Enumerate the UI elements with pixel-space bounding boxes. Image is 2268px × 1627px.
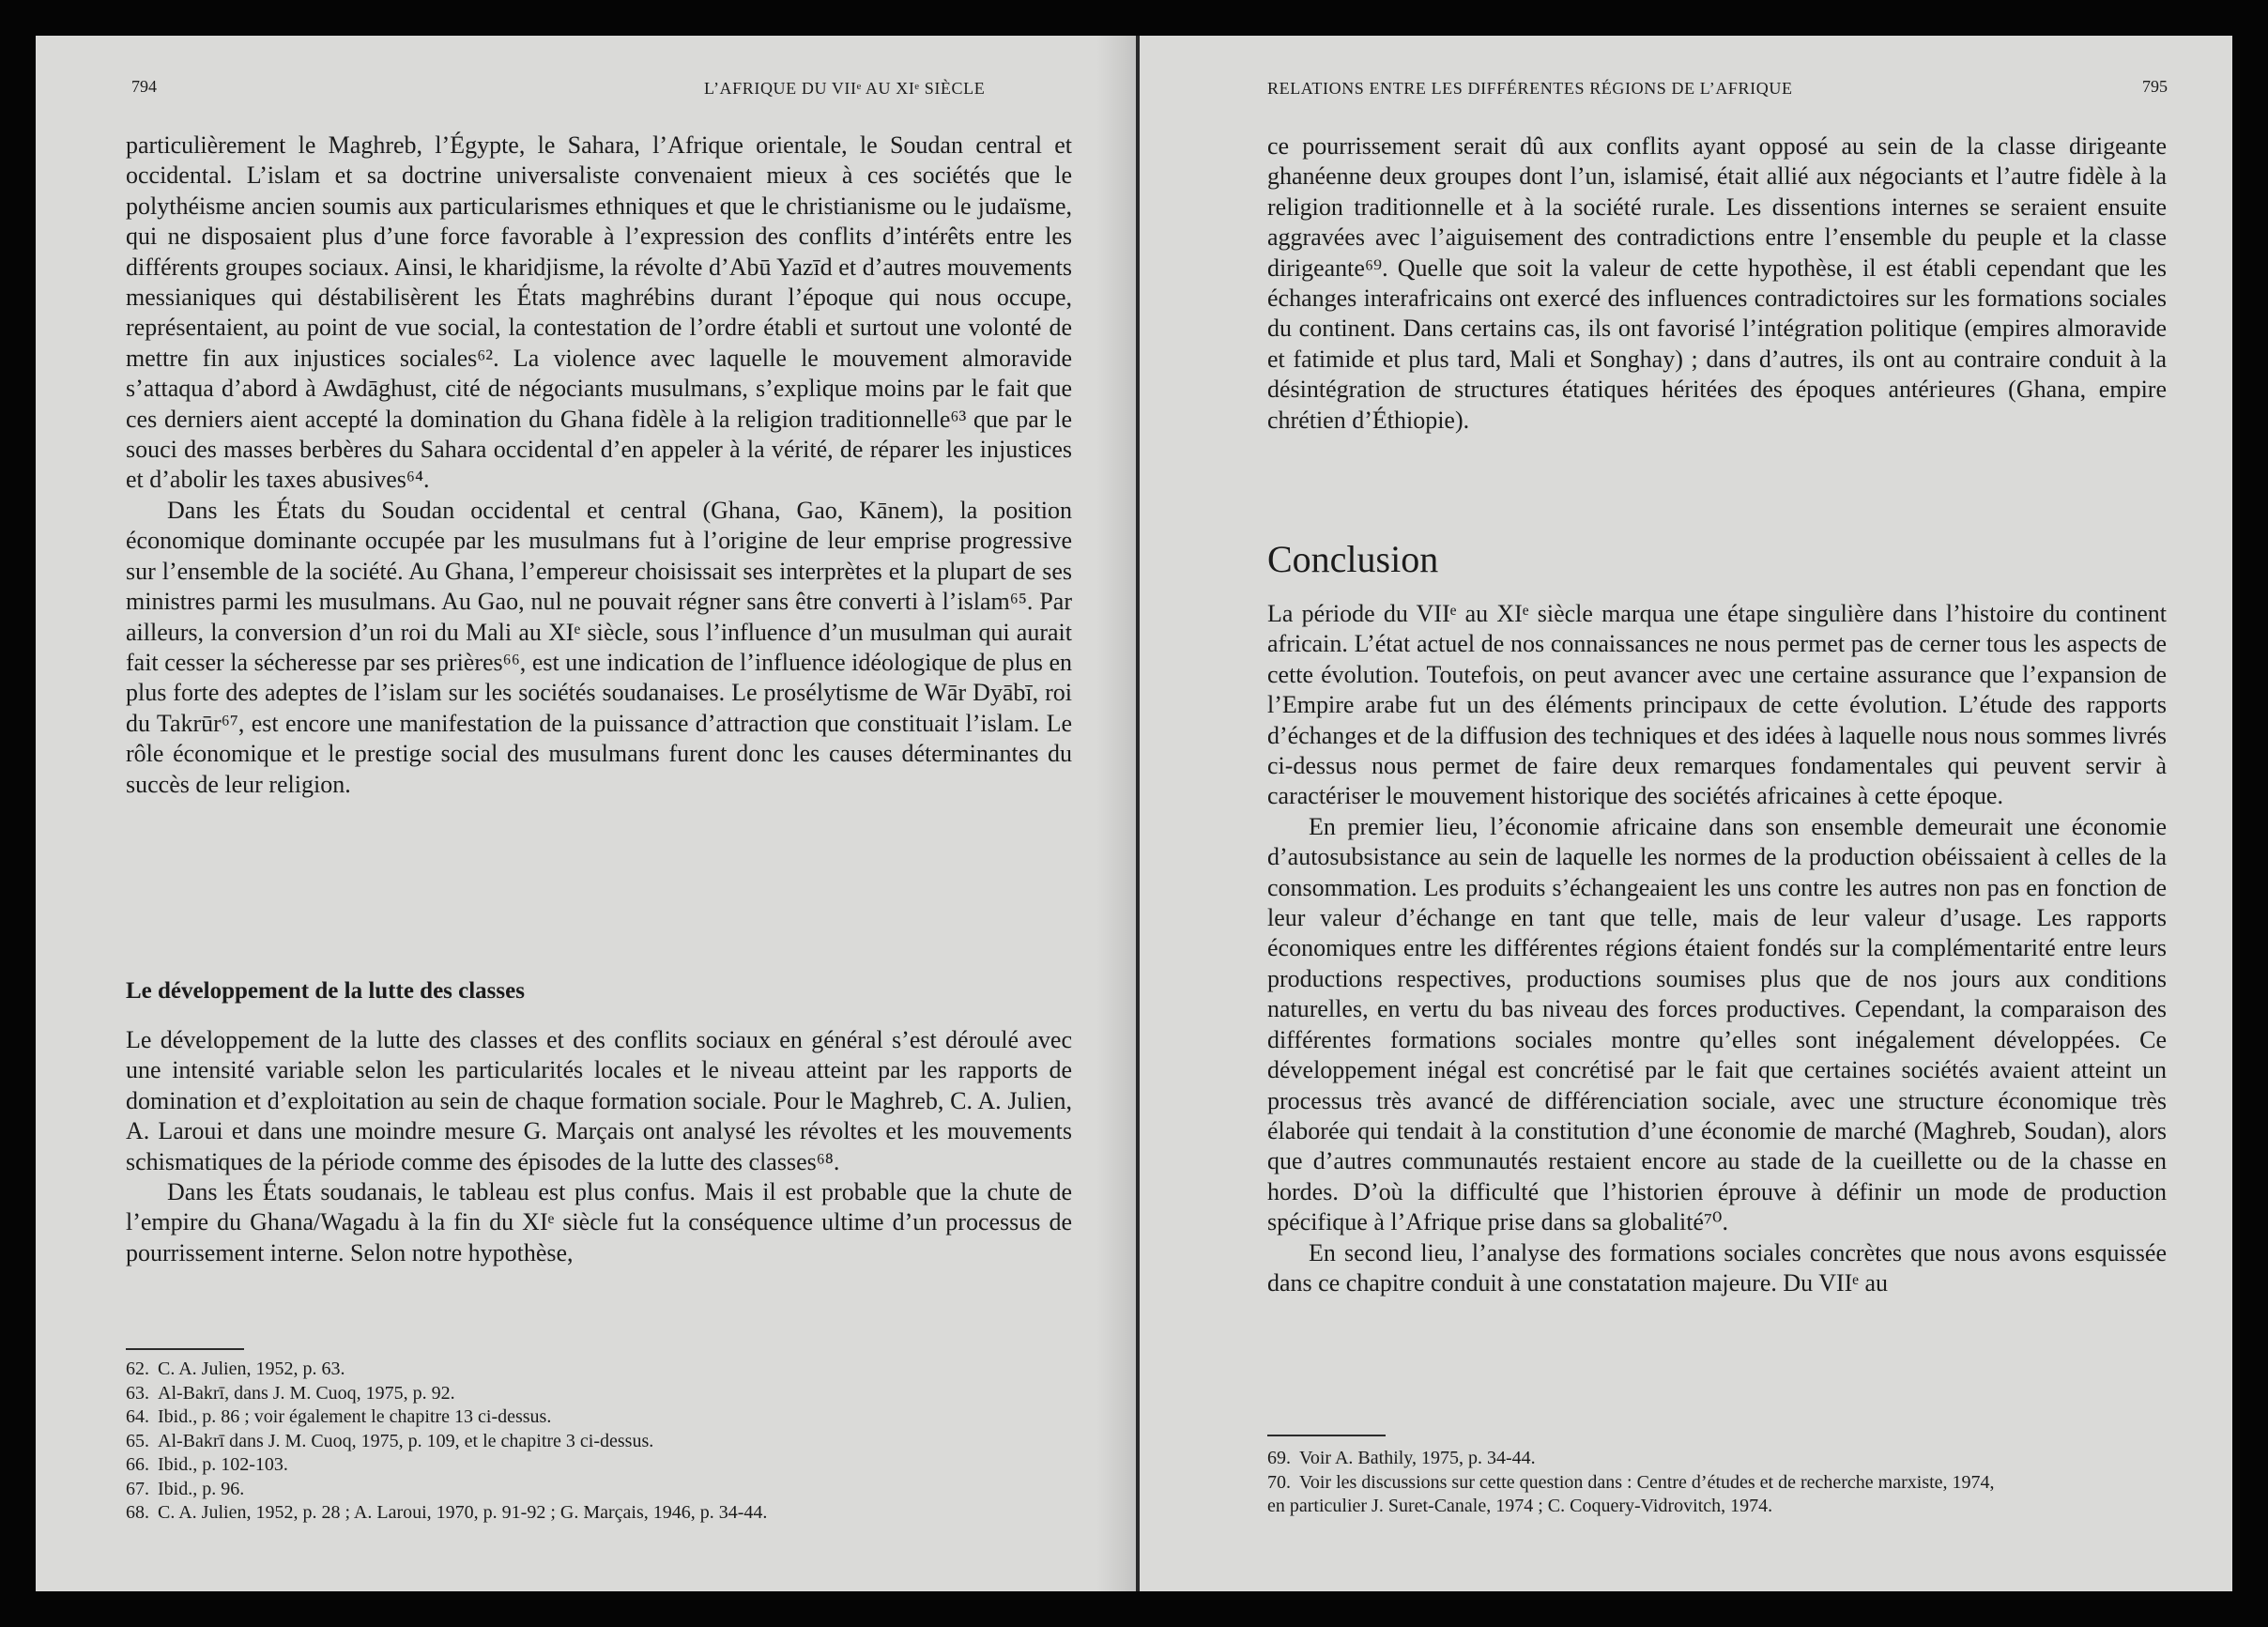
footnote-62: 62. C. A. Julien, 1952, p. 63. [126, 1358, 345, 1379]
running-head-right: RELATIONS ENTRE LES DIFFÉRENTES RÉGIONS DE L’AFRIQUE [1267, 79, 1793, 98]
section-heading-conclusion: Conclusion [1267, 538, 1439, 580]
left-paragraph-1: particulièrement le Maghreb, l’Égypte, le Sahara, l’Afrique orientale, le Soudan central et occidental. L’islam et sa doctrine universaliste convenaient mieux à ces sociétés que le polythéisme ancien soumis aux particularismes ethniques et que le christianisme ou le judaïsme, qui ne disposaient plus d’une force favorable à l’expression des conflits d’intérêts entre les différents groupes sociaux. Ainsi, le kharidjisme, la révolte d’Abū Yazīd et d’autres mouvements messianiques qui déstabilisèrent les États maghrébins durant l’époque qui nous occupe, représentaient, au point de vue social, la contestation de l’ordre établi et surtout une volonté de mettre fin aux injustices sociales⁶². La violence avec laquelle le mouvement almoravide s’attaqua d’abord à Awdāghust, cité de négociants musulmans, s’explique moins par le fait que ces derniers aient accepté la domination du Ghana fidèle à la religion traditionnelle⁶³ que par le souci des masses berbères du Sahara occidental d’en appeler à la vérité, de réparer les injustices et d’abolir les taxes abusives⁶⁴. [126, 131, 1072, 494]
right-paragraph-1: ce pourrissement serait dû aux conflits ayant opposé au sein de la classe dirigeante ghanéenne deux groupes dont l’un, islamisé, était allié aux négociants et l’autre fidèle à la religion traditionnelle et à la société rurale. Les dissentions internes se seraient ensuite aggravées avec l’aiguisement des contradictions entre l’ensemble du peuple et la classe dirigeante⁶⁹. Quelle que soit la valeur de cette hypothèse, il est établi cependant que les échanges interafricains ont exercé des influences contradictoires sur les formations sociales du continent. Dans certains cas, ils ont favorisé l’intégration politique (empires almoravide et fatimide et plus tard, Mali et Songhay) ; dans d’autres, ils ont au contraire conduit à la désintégration de structures étatiques héritées des époques antérieures (Ghana, empire chrétien d’Éthiopie). [1267, 132, 2167, 434]
left-section-text [126, 1025, 1072, 1268]
left-section-paragraph-1: Le développement de la lutte des classes et des conflits sociaux en général s’est déroulé avec une intensité variable selon les particularités locales et le niveau atteint par les rapports de domination et d’exploitation au sein de chaque formation sociale. Pour le Maghreb, C. A. Julien, A. Laroui et dans une moindre mesure G. Marçais ont analysé les révoltes et les mouvements schismatiques de la période comme des épisodes de la lutte des classes⁶⁸. [126, 1026, 1072, 1175]
left-page [36, 36, 1136, 1591]
footnote-68: 68. C. A. Julien, 1952, p. 28 ; A. Laroui, 1970, p. 91-92 ; G. Marçais, 1946, p. 34-44. [126, 1502, 768, 1523]
footnote-70: 70. Voir les discussions sur cette question dans : Centre d’études et de recherche marxiste, 1974, [1267, 1471, 1995, 1493]
page-number-right: 795 [2142, 77, 2168, 96]
footnote-63: 63. Al-Bakrī, dans J. M. Cuoq, 1975, p. 92. [126, 1382, 455, 1404]
conclusion-paragraph-2: En premier lieu, l’économie africaine dans son ensemble demeurait une économie d’autosubsistance au sein de laquelle les normes de la production obéissaient à celles de la consommation. Les produits s’échangeaient les uns contre les autres non pas en fonction de leur valeur d’échange en tant que telle, mais de leur valeur d’usage. Les rapports économiques entre les différentes régions étaient fondés sur la complémentarité entre leurs productions respectives, productions soumises plus que de nos jours aux conditions naturelles, en vertu du bas niveau des forces productives. Cependant, la comparaison des différentes formations sociales montre qu’elles sont inégalement développées. Ce développement inégal est concrétisé par le fait que certaines sociétés avaient atteint un processus très avancé de différenciation sociale, avec une structure économique très élaborée qui tendait à la constitution d’une économie de marché (Maghreb, Soudan), alors que d’autres communautés restaient encore au stade de la cueillette ou de la chasse en hordes. D’où la difficulté que l’historien éprouve à définir un mode de production spécifique à l’Afrique prise dans sa globalité⁷⁰. [1267, 812, 2167, 1236]
conclusion-paragraph-1: La période du VIIᵉ au XIᵉ siècle marqua une étape singulière dans l’histoire du continent africain. L’état actuel de nos connaissances ne nous permet pas de cerner tous les aspects de cette évolution. Toutefois, on peut avancer avec une certaine assurance que l’expansion de l’Empire arabe fut un des éléments principaux de cette évolution. L’étude des rapports d’échanges et de la diffusion des techniques et des idées à laquelle nous nous sommes livrés ci-dessus nous permet de faire deux remarques fondamentales qui peuvent servir à caractériser le mouvement historique des sociétés africaines à cette époque. [1267, 600, 2167, 810]
left-paragraph-2: Dans les États du Soudan occidental et central (Ghana, Gao, Kānem), la position économique dominante occupée par les musulmans fut à l’origine de leur emprise progressive sur l’ensemble de la société. Au Ghana, l’empereur choisissait ses interprètes et la plupart de ses ministres parmi les musulmans. Au Gao, nul ne pouvait régner sans être converti à l’islam⁶⁵. Par ailleurs, la conversion d’un roi du Mali au XIᵉ siècle, sous l’influence d’un musulman qui aurait fait cesser la sécheresse par ses prières⁶⁶, est une indication de l’influence idéologique de plus en plus forte des adeptes de l’islam sur les sociétés soudanaises. Le prosélytisme de Wār Dyābī, roi du Takrūr⁶⁷, est encore une manifestation de la puissance d’attraction que constituait l’islam. Le rôle économique et le prestige social des musulmans furent donc les causes déterminantes du succès de leur religion. [126, 496, 1072, 798]
footnotes-right [1267, 1447, 2168, 1519]
gutter-shadow-left [1096, 36, 1136, 1591]
right-body-text [1267, 131, 2167, 436]
running-head-left: L’AFRIQUE DU VIIᵉ AU XIᵉ SIÈCLE [704, 79, 986, 98]
footnote-rule-left [126, 1348, 244, 1350]
right-page [1140, 36, 2232, 1591]
footnotes-left [126, 1358, 1074, 1526]
left-section-paragraph-2: Dans les États soudanais, le tableau est plus confus. Mais il est probable que la chute de l’empire du Ghana/Wagadu à la fin du XIᵉ siècle fut la conséquence ultime d’un processus de pourrissement interne. Selon notre hypothèse, [126, 1178, 1072, 1266]
book-spread [36, 36, 2232, 1591]
footnote-66: 66. Ibid., p. 102-103. [126, 1454, 288, 1475]
footnote-69: 69. Voir A. Bathily, 1975, p. 34-44. [1267, 1448, 1536, 1468]
footnote-67: 67. Ibid., p. 96. [126, 1478, 245, 1499]
left-body-text [126, 130, 1072, 800]
footnote-64: 64. Ibid., p. 86 ; voir également le chapitre 13 ci-dessus. [126, 1406, 552, 1427]
footnote-rule-right [1267, 1435, 1386, 1436]
footnote-65: 65. Al-Bakrī dans J. M. Cuoq, 1975, p. 109, et le chapitre 3 ci-dessus. [126, 1430, 654, 1451]
right-section-text [1267, 599, 2167, 1298]
section-heading-lutte-des-classes: Le développement de la lutte des classes [126, 978, 525, 1004]
conclusion-paragraph-3: En second lieu, l’analyse des formations sociales concrètes que nous avons esquissée dans ce chapitre conduit à une constatation majeure. Du VIIᵉ au [1267, 1238, 2167, 1297]
page-number-left: 794 [131, 77, 157, 96]
footnote-70-continued: en particulier J. Suret-Canale, 1974 ; C. Coquery-Vidrovitch, 1974. [1267, 1496, 1773, 1516]
